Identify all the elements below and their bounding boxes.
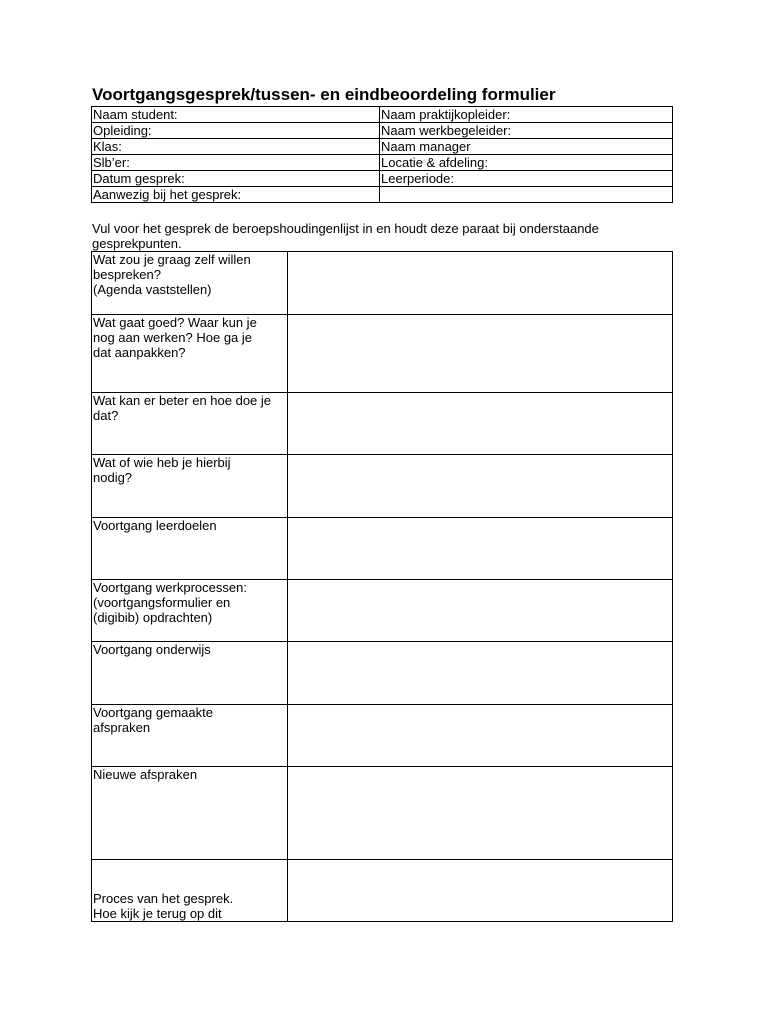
answer-field[interactable] <box>288 580 673 642</box>
practice-supervisor-field[interactable]: Naam praktijkopleider: <box>380 107 673 123</box>
question-label: Wat gaat goed? Waar kun je nog aan werken? Hoe ga je dat aanpakken? <box>92 315 288 393</box>
intro-text: Vul voor het gesprek de beroepshoudingenlijst in en houdt deze paraat bij onderstaande gesprekpunten. <box>92 221 599 251</box>
questions-table <box>91 251 673 922</box>
question-row <box>92 705 673 767</box>
question-label: Wat zou je graag zelf willen bespreken? (Agenda vaststellen) <box>92 252 288 315</box>
question-label: Voortgang leerdoelen <box>92 518 288 580</box>
question-row <box>92 315 673 393</box>
question-label: Voortgang gemaakte afspraken <box>92 705 288 767</box>
info-row <box>92 155 673 171</box>
answer-field[interactable] <box>288 252 673 315</box>
education-field[interactable]: Opleiding: <box>92 123 380 139</box>
slb-field[interactable]: Slb’er: <box>92 155 380 171</box>
question-row <box>92 455 673 518</box>
info-row <box>92 123 673 139</box>
question-row <box>92 580 673 642</box>
answer-field[interactable] <box>288 518 673 580</box>
answer-field[interactable] <box>288 860 673 922</box>
question-row <box>92 767 673 860</box>
empty-cell[interactable] <box>380 187 673 203</box>
attendees-field[interactable]: Aanwezig bij het gesprek: <box>92 187 380 203</box>
question-row <box>92 518 673 580</box>
answer-field[interactable] <box>288 642 673 705</box>
form-title: Voortgangsgesprek/tussen- en eindbeoordeling formulier <box>92 85 556 104</box>
answer-field[interactable] <box>288 455 673 518</box>
question-label: Nieuwe afspraken <box>92 767 288 860</box>
question-row <box>92 860 673 922</box>
answer-field[interactable] <box>288 705 673 767</box>
manager-field[interactable]: Naam manager <box>380 139 673 155</box>
answer-field[interactable] <box>288 315 673 393</box>
class-field[interactable]: Klas: <box>92 139 380 155</box>
answer-field[interactable] <box>288 767 673 860</box>
question-label: Proces van het gesprek. Hoe kijk je terug op dit <box>92 860 288 922</box>
location-department-field[interactable]: Locatie & afdeling: <box>380 155 673 171</box>
info-row <box>92 139 673 155</box>
question-row <box>92 252 673 315</box>
question-label: Voortgang werkprocessen: (voortgangsformulier en (digibib) opdrachten) <box>92 580 288 642</box>
student-info-table <box>91 106 673 203</box>
question-label: Wat of wie heb je hierbij nodig? <box>92 455 288 518</box>
question-row <box>92 393 673 455</box>
info-row <box>92 107 673 123</box>
learning-period-field[interactable]: Leerperiode: <box>380 171 673 187</box>
interview-date-field[interactable]: Datum gesprek: <box>92 171 380 187</box>
work-supervisor-field[interactable]: Naam werkbegeleider: <box>380 123 673 139</box>
question-label: Voortgang onderwijs <box>92 642 288 705</box>
question-row <box>92 642 673 705</box>
question-label: Wat kan er beter en hoe doe je dat? <box>92 393 288 455</box>
student-name-field[interactable]: Naam student: <box>92 107 380 123</box>
answer-field[interactable] <box>288 393 673 455</box>
info-row <box>92 187 673 203</box>
info-row <box>92 171 673 187</box>
